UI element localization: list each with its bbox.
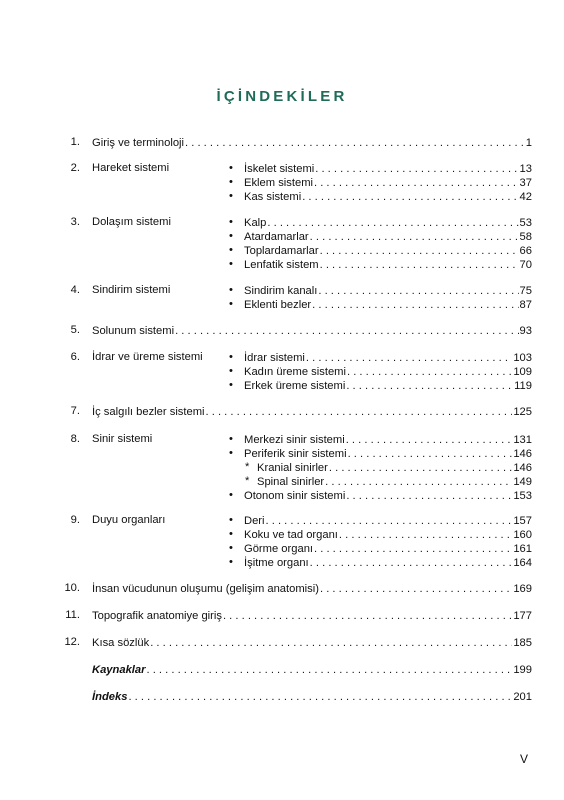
section-label-digestion: Sindirim sistemi [92,284,171,296]
bullet-icon: • [229,528,233,540]
entry-page: 1 [525,137,532,149]
entry-page: 125 [513,406,532,418]
entry-label: İç salgılı bezler sistemi [92,406,205,418]
section-label-nervous: Sinir sistemi [92,433,153,445]
subentry-page: 146 [513,448,532,460]
entry-number: 6. [70,351,80,363]
toc-entry-development[interactable] [92,582,532,596]
entry-page: 201 [513,691,532,703]
leader-dots [175,324,518,338]
leader-dots [318,284,518,298]
entry-page: 185 [513,637,532,649]
subentry-label: Deri [244,515,265,527]
leader-dots [147,663,513,677]
subentry-page: 53 [519,217,532,229]
leader-dots [306,351,512,365]
subentry-label: Erkek üreme sistemi [244,380,346,392]
subentry-label: Toplardamarlar [244,245,319,257]
toc-entry-glossary[interactable] [92,636,532,650]
subentry-page: 153 [513,490,532,502]
subentry-label: Otonom sinir sistemi [244,490,346,502]
leader-dots [346,433,513,447]
toc-subentry[interactable] [244,162,532,176]
subentry-page: 161 [513,543,532,555]
toc-subentry[interactable] [244,379,532,393]
subentry-page: 103 [513,352,532,364]
entry-page: 199 [513,664,532,676]
leader-dots [339,528,512,542]
entry-number: 5. [70,324,80,336]
bullet-icon: • [229,162,233,174]
subentry-label: Kranial sinirler [257,462,328,474]
subentry-label: İdrar sistemi [244,352,305,364]
toc-subsubentry[interactable] [257,461,532,475]
subentry-label: Koku ve tad organı [244,529,338,541]
toc-subentry[interactable] [244,365,532,379]
entry-number: 10. [64,582,80,594]
bullet-icon: • [229,258,233,270]
toc-subentry[interactable] [244,190,532,204]
bullet-icon: • [229,379,233,391]
entry-label: İnsan vücudunun oluşumu (gelişim anatomisi) [92,583,319,595]
toc-subentry[interactable] [244,556,532,570]
entry-number: 12. [64,636,80,648]
entry-number: 3. [70,216,80,228]
leader-dots [346,379,513,393]
leader-dots [315,162,518,176]
subentry-page: 66 [519,245,532,257]
bullet-icon: • [229,216,233,228]
leader-dots [267,216,518,230]
leader-dots [302,190,518,204]
leader-dots [312,298,518,312]
entry-label: Topografik anatomiye giriş [92,610,222,622]
subentry-page: 58 [519,231,532,243]
subentry-page: 164 [513,557,532,569]
entry-page: 93 [519,325,532,337]
bullet-icon: • [229,298,233,310]
bullet-icon: • [229,514,233,526]
toc-subentry[interactable] [244,542,532,556]
toc-subsubentry[interactable] [257,475,532,489]
leader-dots [325,475,512,489]
leader-dots [128,690,512,704]
bullet-icon: • [229,433,233,445]
leader-dots [347,365,512,379]
subentry-page: 146 [513,462,532,474]
subentry-label: Spinal sinirler [257,476,325,488]
subentry-label: Eklenti bezler [244,299,312,311]
subentry-label: Kadın üreme sistemi [244,366,346,378]
star-marker-icon: * [245,461,250,473]
leader-dots [320,582,512,596]
entry-label: Solunum sistemi [92,325,175,337]
entry-number: 2. [70,162,80,174]
subentry-page: 131 [513,434,532,446]
subentry-label: İşitme organı [244,557,309,569]
subentry-page: 37 [519,177,532,189]
toc-subentry[interactable] [244,284,532,298]
toc-entry-respiration[interactable] [92,324,532,338]
leader-dots [310,230,519,244]
subentry-label: Görme organı [244,543,314,555]
subentry-label: Eklem sistemi [244,177,313,189]
subentry-label: Atardamarlar [244,231,309,243]
toc-entry-topography[interactable] [92,609,532,623]
subentry-page: 149 [513,476,532,488]
toc-subentry[interactable] [244,258,532,272]
subentry-label: Kalp [244,217,267,229]
toc-subentry[interactable] [244,514,532,528]
bullet-icon: • [229,230,233,242]
bullet-icon: • [229,244,233,256]
leader-dots [314,176,519,190]
bullet-icon: • [229,284,233,296]
leader-dots [314,542,512,556]
toc-subentry[interactable] [244,244,532,258]
entry-label: Kaynaklar [92,664,146,676]
subentry-label: Merkezi sinir sistemi [244,434,345,446]
toc-subentry[interactable] [244,528,532,542]
toc-subentry[interactable] [244,230,532,244]
entry-number: 9. [70,514,80,526]
toc-subentry[interactable] [244,216,532,230]
page-title: İÇİNDEKİLER [216,88,348,105]
entry-number: 4. [70,284,80,296]
subentry-page: 119 [514,380,532,392]
subentry-label: Periferik sinir sistemi [244,448,347,460]
toc-entry-index[interactable] [92,690,532,704]
bullet-icon: • [229,542,233,554]
leader-dots [320,244,519,258]
bullet-icon: • [229,556,233,568]
toc-entry-endocrine[interactable] [92,405,532,419]
leader-dots [310,556,513,570]
entry-number: 11. [65,609,80,621]
entry-number: 8. [70,433,80,445]
bullet-icon: • [229,176,233,188]
page-number: V [519,752,528,766]
toc-entry-terminology[interactable] [92,136,532,150]
section-label-movement: Hareket sistemi [92,162,170,174]
toc-subentry[interactable] [244,351,532,365]
leader-dots [329,461,512,475]
bullet-icon: • [229,365,233,377]
bullet-icon: • [229,447,233,459]
subentry-page: 70 [519,259,532,271]
entry-number: 7. [70,405,80,417]
leader-dots [223,609,512,623]
section-label-urogenital: İdrar ve üreme sistemi [92,351,203,363]
leader-dots [346,489,512,503]
bullet-icon: • [229,351,233,363]
toc-subentry[interactable] [244,298,532,312]
subentry-page: 42 [519,191,532,203]
leader-dots [320,258,519,272]
section-label-circulation: Dolaşım sistemi [92,216,171,228]
subentry-label: Lenfatik sistem [244,259,319,271]
leader-dots [266,514,513,528]
bullet-icon: • [229,190,233,202]
subentry-page: 160 [513,529,532,541]
entry-label: İndeks [92,691,128,703]
entry-page: 177 [513,610,532,622]
section-label-senses: Duyu organları [92,514,166,526]
subentry-page: 109 [513,366,532,378]
subentry-label: Sindirim kanalı [244,285,318,297]
subentry-label: Kas sistemi [244,191,302,203]
toc-subentry[interactable] [244,489,532,503]
leader-dots [348,447,513,461]
subentry-page: 13 [519,163,532,175]
toc-subentry[interactable] [244,433,532,447]
toc-subentry[interactable] [244,447,532,461]
star-marker-icon: * [245,475,250,487]
bullet-icon: • [229,489,233,501]
leader-dots [150,636,512,650]
entry-page: 169 [513,583,532,595]
entry-label: Kısa sözlük [92,637,150,649]
subentry-page: 87 [519,299,532,311]
subentry-label: İskelet sistemi [244,163,315,175]
subentry-page: 75 [519,285,532,297]
toc-entry-references[interactable] [92,663,532,677]
entry-number: 1. [70,136,80,148]
subentry-page: 157 [513,515,532,527]
leader-dots [206,405,513,419]
toc-subentry[interactable] [244,176,532,190]
entry-label: Giriş ve terminoloji [92,137,185,149]
leader-dots [185,136,525,150]
